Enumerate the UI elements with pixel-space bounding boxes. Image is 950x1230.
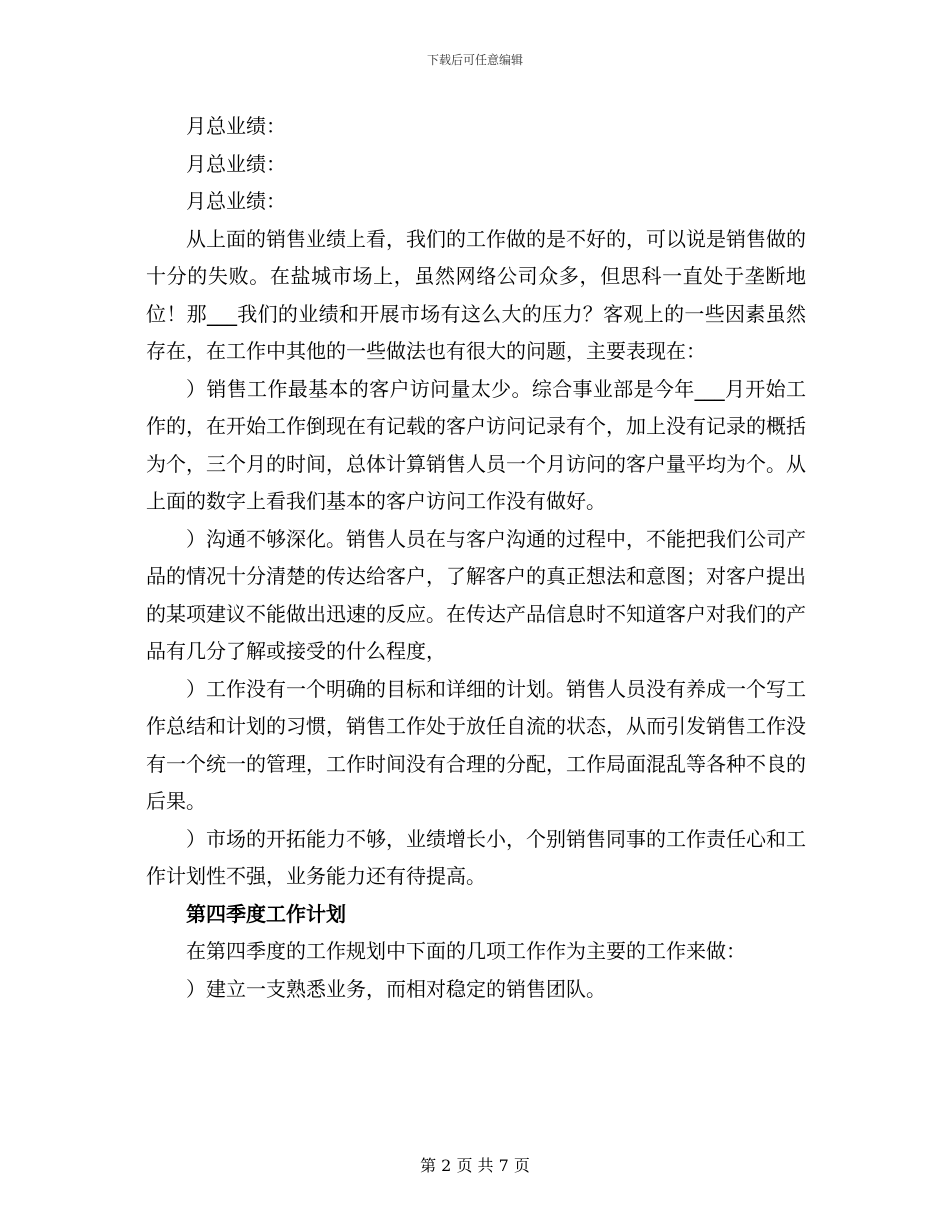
document-body xyxy=(146,108,806,1008)
issue-planning-paragraph: ）工作没有一个明确的目标和详细的计划。销售人员没有养成一个写工作总结和计划的习惯，销售工作处于放任自流的状态，从而引发销售工作没有一个统一的管理，工作时间没有合理的分配，工作局面混乱等各种不良的后果。 xyxy=(146,676,806,813)
total-performance-line-3: 月总业绩： xyxy=(186,189,286,213)
section-heading: 第四季度工作计划 xyxy=(186,901,346,926)
issue-visit-volume-paragraph: ）销售工作最基本的客户访问量太少。综合事业部是今年___月开始工作的，在开始工作倒现在有记载的客户访问记录有个，加上没有记录的概括为个，三个月的时间，总体计算销售人员一个月访问的客户量平均为个。从上面的数字上看我们基本的客户访问工作没有做好。 xyxy=(146,376,806,513)
plan-item-paragraph: ）建立一支熟悉业务，而相对稳定的销售团队。 xyxy=(186,976,606,1001)
sales-analysis-paragraph: 从上面的销售业绩上看，我们的工作做的是不好的，可以说是销售做的十分的失败。在盐城市场上，虽然网络公司众多，但思科一直处于垄断地位！那___我们的业绩和开展市场有这么大的压力？客观上的一些因素虽然存在，在工作中其他的一些做法也有很大的问题，主要表现在： xyxy=(146,226,806,363)
page-header: 下载后可任意编辑 xyxy=(426,53,523,67)
page-number: 第 2 页 共 7 页 xyxy=(420,1156,530,1175)
issue-market-paragraph: ）市场的开拓能力不够，业绩增长小，个别销售同事的工作责任心和工作计划性不强，业务能力还有待提高。 xyxy=(146,826,806,888)
total-performance-line-2: 月总业绩： xyxy=(186,151,286,176)
issue-communication-paragraph: ）沟通不够深化。销售人员在与客户沟通的过程中，不能把我们公司产品的情况十分清楚的传达给客户，了解客户的真正想法和意图；对客户提出的某项建议不能做出迅速的反应。在传达产品信息时不知道客户对我们的产品有几分了解或接受的什么程度， xyxy=(146,526,806,663)
total-performance-line-1: 月总业绩： xyxy=(186,114,286,138)
plan-intro-paragraph: 在第四季度的工作规划中下面的几项工作作为主要的工作来做： xyxy=(186,939,746,963)
